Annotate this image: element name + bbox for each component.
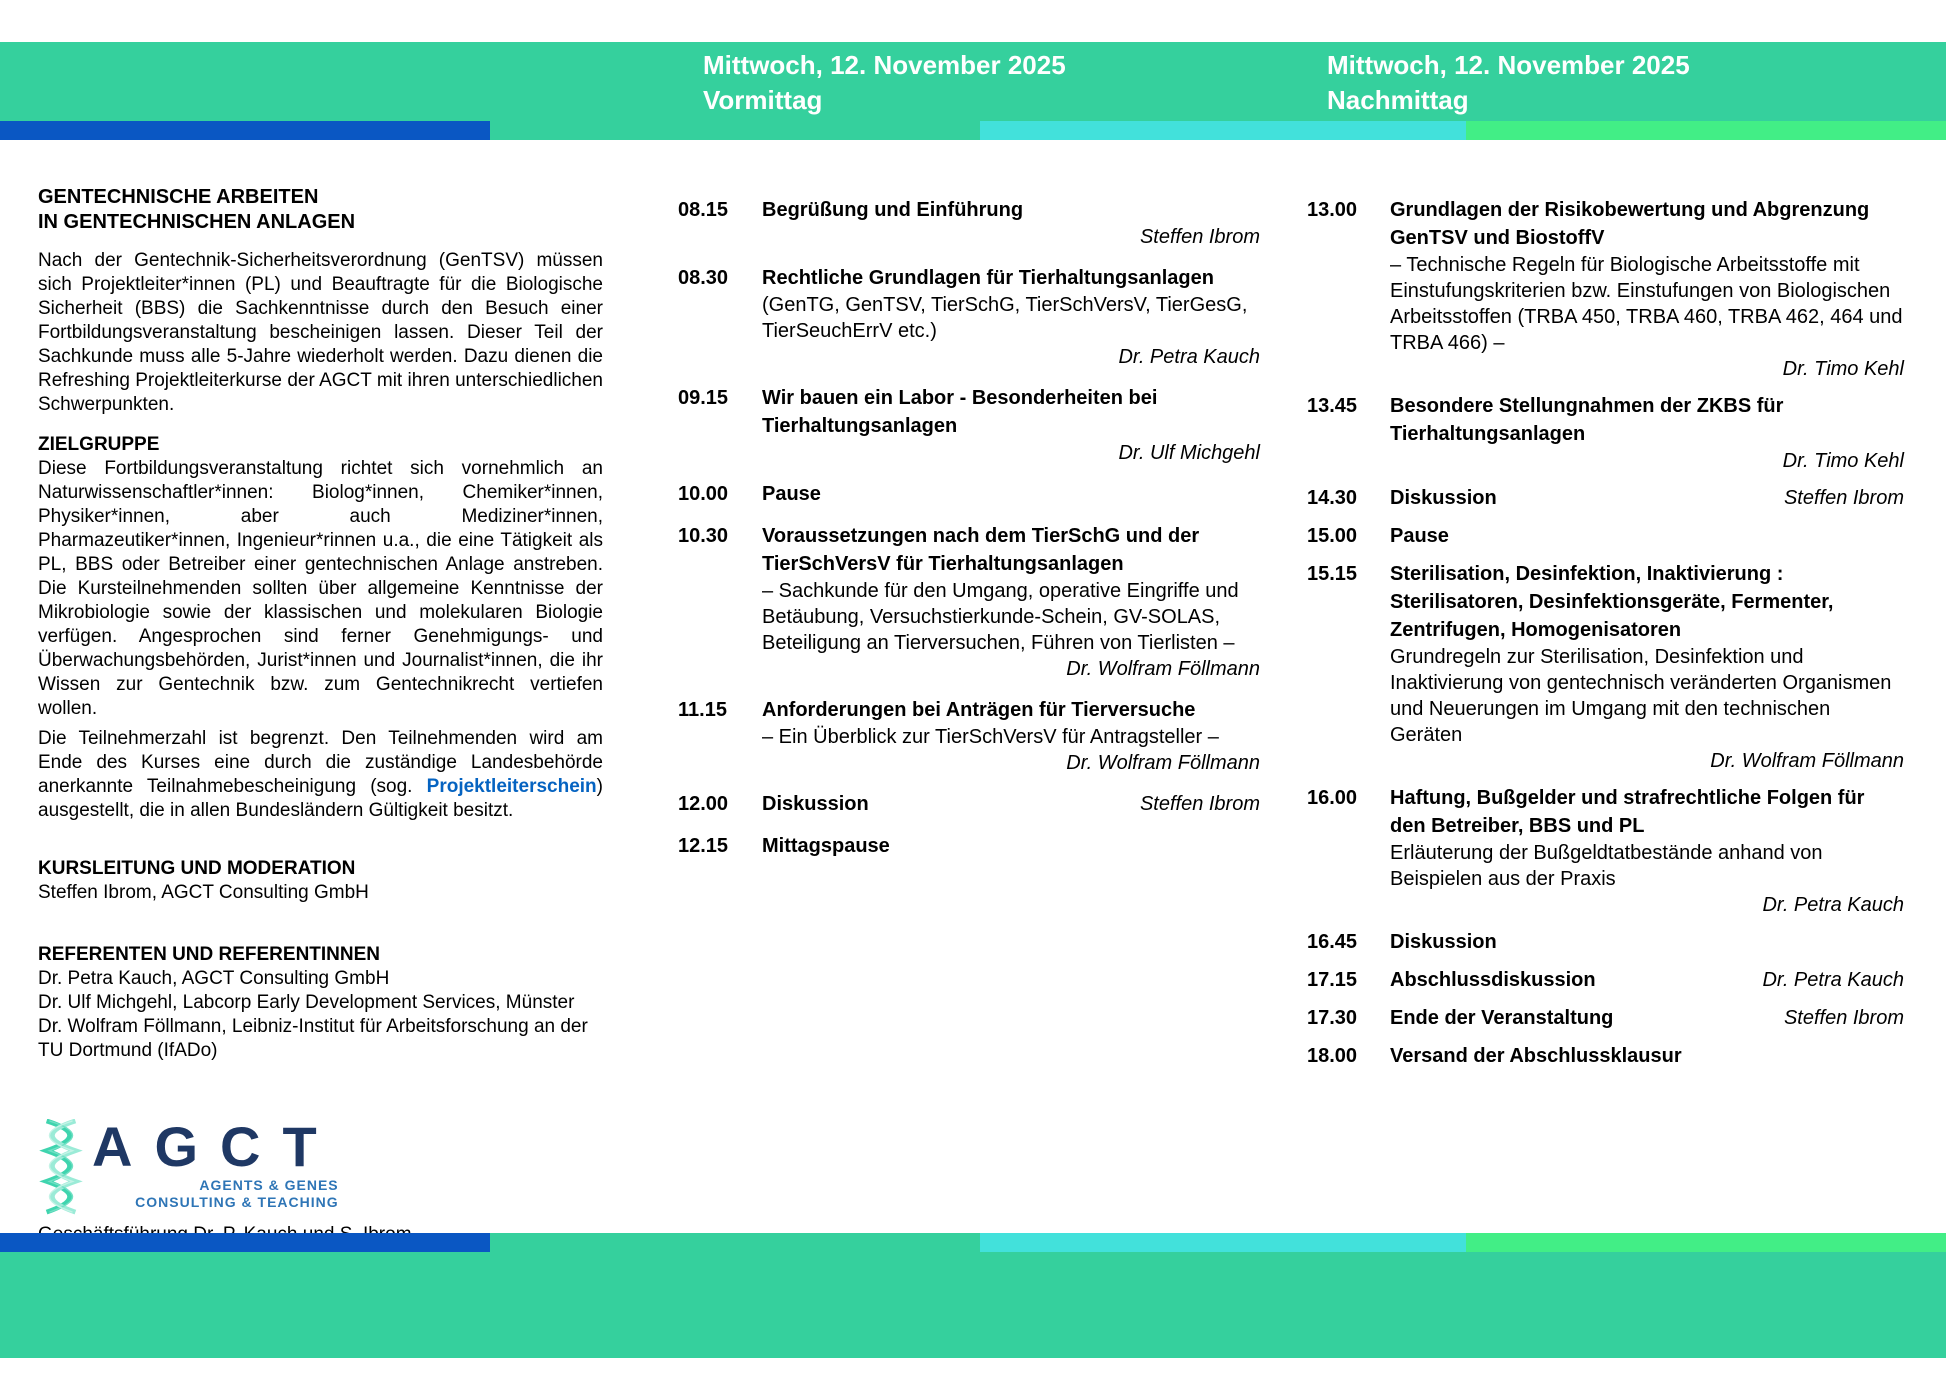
logo-subtitle-1: AGENTS & GENES xyxy=(199,1177,339,1193)
entry-title: Voraussetzungen nach dem TierSchG und der TierSchVersV für Tierhaltungsanlagen xyxy=(762,525,1200,575)
footer-band xyxy=(0,1233,1946,1358)
kursleitung-section xyxy=(38,857,603,905)
entry-speaker: Steffen Ibrom xyxy=(1139,226,1260,248)
schedule-entry xyxy=(1307,784,1904,918)
entry-time: 11.15 xyxy=(678,699,727,721)
intro-paragraph: Nach der Gentechnik-Sicherheitsverordnung (GenTSV) müssen sich Projektleiter*innen (PL) und Beauftragte für die Biologische Sicherheit (BBS) die Sachkenntnisse durch den Besuch einer Fortbildungsveranstaltung bescheinigen lassen. Dieser Teil der Sachkunde muss alle 5-Jahre wiederholt werden. Dazu dienen die Refreshing Projektleiterkurse der AGCT mit ihren unterschiedlichen Schwerpunkten. xyxy=(38,250,603,415)
entry-title: Wir bauen ein Labor - Besonderheiten bei Tierhaltungsanlagen xyxy=(762,387,1158,437)
entry-time: 12.15 xyxy=(678,835,729,857)
entry-time: 17.15 xyxy=(1307,969,1358,991)
entry-title: Pause xyxy=(762,483,821,505)
entry-speaker: Dr. Wolfram Föllmann xyxy=(1066,658,1260,680)
entry-speaker: Dr. Petra Kauch xyxy=(1762,969,1904,991)
morning-period: Vormittag xyxy=(703,85,823,115)
entry-details: – Ein Überblick zur TierSchVersV für Antragsteller – xyxy=(762,726,1219,748)
entry-title: Sterilisation, Desinfektion, Inaktivierung : Sterilisatoren, Desinfektionsgeräte, Fermenter, Zentrifugen, Homogenisatoren xyxy=(1390,563,1834,641)
entry-time: 13.00 xyxy=(1307,199,1358,221)
header-band xyxy=(0,42,1946,140)
referent-item: Dr. Ulf Michgehl, Labcorp Early Development Services, Münster xyxy=(38,992,575,1013)
schedule-entry xyxy=(678,522,1260,682)
entry-title: Begrüßung und Einführung xyxy=(762,199,1024,221)
accent-bar-green xyxy=(1466,121,1946,140)
schedule-entry xyxy=(678,832,1260,860)
entry-time: 10.30 xyxy=(678,525,729,547)
schedule-entry xyxy=(1307,484,1904,512)
entry-title: Diskussion xyxy=(1390,931,1497,953)
schedule-entry xyxy=(678,384,1260,466)
schedule-entry xyxy=(1307,196,1904,382)
teilnehmer-text-before: Die Teilnehmerzahl ist begrenzt. Den Teilnehmenden wird am Ende des Kurses eine durch die zuständige Landesbehörde anerkannte Teilnahmebescheinigung (sog. xyxy=(38,728,603,797)
entry-speaker: Steffen Ibrom xyxy=(1783,487,1904,509)
entry-time: 08.15 xyxy=(678,199,729,221)
schedule-entry xyxy=(1307,1004,1904,1032)
entry-time: 09.15 xyxy=(678,387,729,409)
entry-speaker: Dr. Petra Kauch xyxy=(1762,894,1904,916)
afternoon-header xyxy=(1327,48,1690,118)
referent-item: Dr. Wolfram Föllmann, Leibniz-Institut für Arbeitsforschung an der TU Dortmund (IfADo) xyxy=(38,1016,588,1061)
projektleiterschein-link[interactable]: Projektleiterschein xyxy=(426,776,597,797)
entry-details: – Technische Regeln für Biologische Arbeitsstoffe mit Einstufungskriterien bzw. Einstufungen von Biologischen Arbeitsstoffen (TRBA 450, TRBA 460, TRBA 462, 464 und TRBA 466) – xyxy=(1390,254,1903,354)
schedule-entry xyxy=(1307,560,1904,774)
entry-title: Diskussion xyxy=(1390,487,1497,509)
entry-speaker: Dr. Ulf Michgehl xyxy=(1118,442,1260,464)
schedule-entry xyxy=(1307,928,1904,956)
accent-bar-cyan xyxy=(980,121,1466,140)
morning-schedule xyxy=(678,196,1260,874)
entry-speaker: Dr. Petra Kauch xyxy=(1118,346,1260,368)
entry-speaker: Dr. Wolfram Föllmann xyxy=(1066,752,1260,774)
logo-letters: AGCT xyxy=(92,1115,339,1178)
accent-bar-green xyxy=(1466,1233,1946,1252)
schedule-entry xyxy=(1307,522,1904,550)
teilnehmer-paragraph xyxy=(38,727,603,823)
entry-title: Haftung, Bußgelder und strafrechtliche Folgen für den Betreiber, BBS und PL xyxy=(1390,787,1865,837)
entry-title: Anforderungen bei Anträgen für Tierversuche xyxy=(762,699,1196,721)
entry-time: 16.00 xyxy=(1307,787,1358,809)
entry-details: – Sachkunde für den Umgang, operative Eingriffe und Betäubung, Versuchstierkunde-Schein, GV-SOLAS, Beteiligung an Tierversuchen, Führen von Tierlisten – xyxy=(762,580,1239,654)
referenten-section xyxy=(38,943,603,1063)
entry-speaker: Steffen Ibrom xyxy=(1783,1007,1904,1029)
entry-speaker: Steffen Ibrom xyxy=(1139,793,1260,815)
morning-header xyxy=(703,48,1066,118)
entry-title: Besondere Stellungnahmen der ZKBS für Tierhaltungsanlagen xyxy=(1390,395,1784,445)
entry-time: 13.45 xyxy=(1307,395,1358,417)
morning-date: Mittwoch, 12. November 2025 xyxy=(703,50,1066,80)
entry-time: 16.45 xyxy=(1307,931,1358,953)
zielgruppe-heading: ZIELGRUPPE xyxy=(38,434,160,455)
entry-speaker: Dr. Wolfram Föllmann xyxy=(1710,750,1904,772)
entry-time: 08.30 xyxy=(678,267,729,289)
entry-time: 15.00 xyxy=(1307,525,1358,547)
dna-helix-icon xyxy=(38,1119,84,1215)
schedule-entry xyxy=(1307,966,1904,994)
entry-speaker: Dr. Timo Kehl xyxy=(1782,358,1904,380)
schedule-entry xyxy=(1307,392,1904,474)
entry-time: 14.30 xyxy=(1307,487,1358,509)
info-column xyxy=(38,185,603,1247)
entry-time: 15.15 xyxy=(1307,563,1358,585)
schedule-entry xyxy=(1307,1042,1904,1070)
schedule-entry xyxy=(678,196,1260,250)
schedule-entry xyxy=(678,264,1260,370)
afternoon-schedule xyxy=(1307,196,1904,1080)
schedule-entry xyxy=(678,696,1260,776)
logo-subtitle-2: CONSULTING & TEACHING xyxy=(135,1194,339,1210)
accent-bar-blue xyxy=(0,1233,490,1252)
entry-title: Abschlussdiskussion xyxy=(1390,969,1596,991)
kursleitung-heading: KURSLEITUNG UND MODERATION xyxy=(38,858,356,879)
page-title-line2: IN GENTECHNISCHEN ANLAGEN xyxy=(38,211,356,233)
entry-details: Erläuterung der Bußgeldtatbestände anhand von Beispielen aus der Praxis xyxy=(1390,842,1823,890)
entry-details: (GenTG, GenTSV, TierSchG, TierSchVersV, TierGesG, TierSeuchErrV etc.) xyxy=(762,294,1248,342)
logo-text xyxy=(92,1115,339,1211)
entry-time: 12.00 xyxy=(678,793,729,815)
zielgruppe-paragraph: Diese Fortbildungsveranstaltung richtet sich vornehmlich an Naturwissenschaftler*innen: Biolog*innen, Chemiker*innen, Physiker*innen, aber auch Mediziner*innen, Pharmazeutiker*innen, Ingenieur*rinnen u.a., die eine Tätigkeit als PL, BBS oder Betreiber einer gentechnischen Anlage anstreben. Die Kursteilnehmenden sollten über allgemeine Kenntnisse der Mikrobiologie sowie der klassischen und molekularen Biologie verfügen. Angesprochen sind ferner Genehmigungs- und Überwachungsbehörden, Jurist*innen und Journalist*innen, die ihr Wissen zur Gentechnik bzw. zum Gentechnikrecht vertiefen wollen. xyxy=(38,458,603,719)
kursleitung-name: Steffen Ibrom, AGCT Consulting GmbH xyxy=(38,882,369,903)
accent-bar-cyan xyxy=(980,1233,1466,1252)
schedule-entry xyxy=(678,790,1260,818)
teilnehmer-text-after: ) ausgestellt, die in allen Bundesländern Gültigkeit besitzt. xyxy=(38,776,603,821)
entry-title: Grundlagen der Risikobewertung und Abgrenzung GenTSV und BiostoffV xyxy=(1390,199,1870,249)
entry-title: Versand der Abschlussklausur xyxy=(1390,1045,1682,1067)
accent-bar-blue xyxy=(0,121,490,140)
entry-title: Rechtliche Grundlagen für Tierhaltungsanlagen xyxy=(762,267,1214,289)
referenten-heading: REFERENTEN UND REFERENTINNEN xyxy=(38,944,381,965)
entry-time: 10.00 xyxy=(678,483,729,505)
referent-item: Dr. Petra Kauch, AGCT Consulting GmbH xyxy=(38,968,390,989)
entry-title: Ende der Veranstaltung xyxy=(1390,1007,1614,1029)
page-title-line1: GENTECHNISCHE ARBEITEN xyxy=(38,186,319,208)
agct-logo xyxy=(38,1115,603,1215)
entry-details: Grundregeln zur Sterilisation, Desinfektion und Inaktivierung von gentechnisch veränderten Organismen und Neuerungen im Umgang mit den technischen Geräten xyxy=(1390,646,1892,746)
page-title xyxy=(38,185,603,235)
entry-time: 17.30 xyxy=(1307,1007,1358,1029)
entry-title: Pause xyxy=(1390,525,1449,547)
schedule-entry xyxy=(678,480,1260,508)
entry-speaker: Dr. Timo Kehl xyxy=(1782,450,1904,472)
entry-title: Mittagspause xyxy=(762,835,890,857)
afternoon-date: Mittwoch, 12. November 2025 xyxy=(1327,50,1690,80)
entry-title: Diskussion xyxy=(762,793,869,815)
afternoon-period: Nachmittag xyxy=(1327,85,1469,115)
entry-time: 18.00 xyxy=(1307,1045,1358,1067)
